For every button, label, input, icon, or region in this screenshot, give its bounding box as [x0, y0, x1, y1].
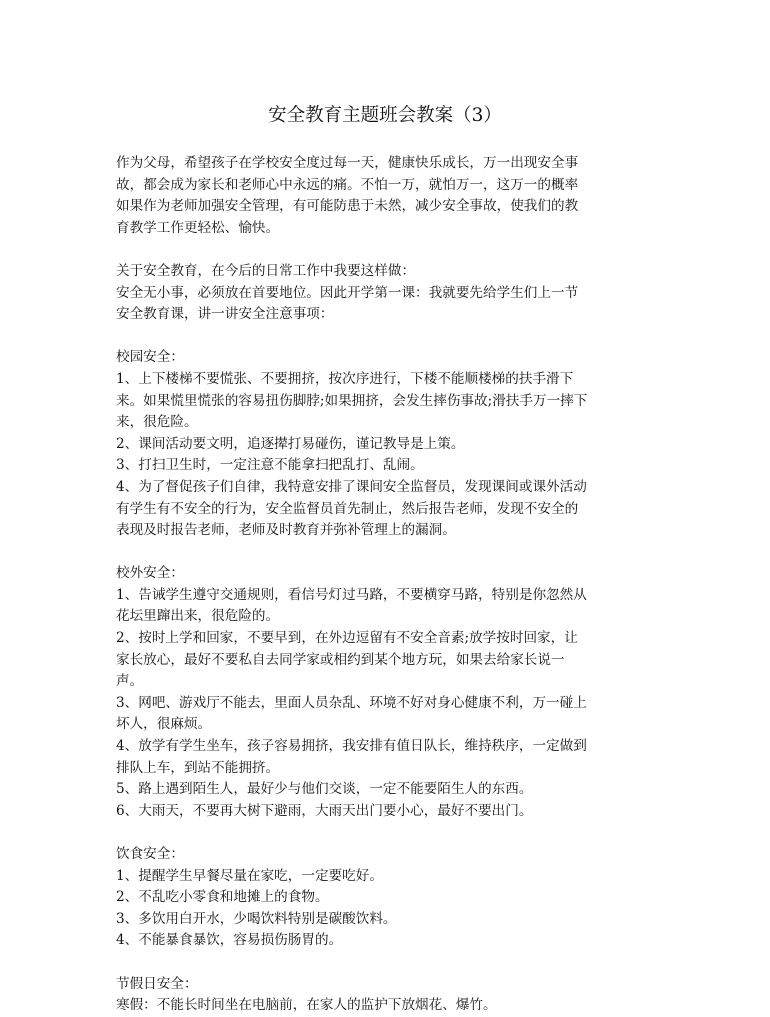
section-heading: 饮食安全： [116, 846, 184, 862]
list-item: 3、网吧、游戏厅不能去，里面人员杂乱、环境不好对身心健康不利，万一碰上 坏人，很麻烦。 [116, 694, 587, 733]
list-item: 6、大雨天，不要再大树下避雨，大雨天出门要小心，最好不要出门。 [116, 802, 533, 819]
section-heading: 校外安全： [116, 565, 184, 582]
list-item: 1、提醒学生早餐尽量在家吃，一定要吃好。 [116, 867, 383, 884]
paragraph-gap [116, 542, 656, 564]
document-body [116, 153, 656, 1017]
section-heading: 节假日安全： [116, 975, 198, 992]
list-item: 2、课间活动要文明，追逐撵打易碰伤，谨记教导是上策。 [116, 435, 465, 452]
document-title: 安全教育主题班会教案（3） [268, 105, 502, 126]
paragraph-gap [116, 326, 656, 348]
list-item: 4、不能暴食暴饮，容易损伤肠胃的。 [116, 932, 343, 949]
paragraph-gap [116, 239, 656, 261]
list-item: 4、为了督促孩子们自律，我特意安排了课间安全监督员，发现课间或课外活动 有学生有不安全的行为，安全监督员首先制止，然后报告老师，发现不安全的 表现及时报告老师，老师及时教育并弥补管理上的漏洞。 [116, 478, 587, 539]
section-heading: 校园安全： [116, 349, 184, 366]
section-off-campus-safety [116, 563, 656, 822]
list-item: 寒假：不能长时间坐在电脑前，在家人的监护下放烟花、爆竹。 [116, 997, 497, 1014]
paragraph-gap [116, 822, 656, 844]
plan-paragraph: 安全无小事，必须放在首要地位。因此开学第一课：我就要先给学生们上一节 安全教育课，讲一讲安全注意事项： [116, 284, 579, 323]
list-item: 5、路上遇到陌生人，最好少与他们交谈，一定不能要陌生人的东西。 [116, 781, 533, 798]
paragraph-gap [116, 952, 656, 974]
list-item: 3、多饮用白开水，少喝饮料特别是碳酸饮料。 [116, 910, 397, 927]
list-item: 4、放学有学生坐车，孩子容易拥挤，我安排有值日队长，维持秩序，一定做到 排队上车，到站不能拥挤。 [116, 738, 587, 776]
list-item: 2、按时上学和回家，不要早到，在外边逗留有不安全音素;放学按时回家，让 家长放心，最好不要私自去同学家或相约到某个地方玩，如果去给家长说一 声。 [116, 630, 578, 690]
plan-intro-line: 关于安全教育，在今后的日常工作中我要这样做： [116, 262, 416, 279]
list-item: 3、打扫卫生时，一定注意不能拿扫把乱打、乱闹。 [116, 457, 424, 474]
intro-paragraph: 作为父母，希望孩子在学校安全度过每一天，健康快乐成长，万一出现安全事 故，都会成为家长和老师心中永远的痛。不怕一万，就怕万一，这万一的概率 如果作为老师加强安全管理，有可能防患于未然，减少安全事故，使我们的教 育教学工作更轻松、愉快。 [116, 155, 579, 236]
list-item: 1、上下楼梯不要慌张、不要拥挤，按次序进行，下楼不能顺楼梯的扶手滑下 来。如果慌里慌张的容易扭伤脚脖;如果拥挤，会发生摔伤事故;滑扶手万一摔下 来，很危险。 [116, 370, 588, 431]
section-campus-safety [116, 347, 656, 541]
section-food-safety [116, 844, 656, 952]
list-item: 2、不乱吃小零食和地摊上的食物。 [116, 889, 329, 906]
section-holiday-safety [116, 974, 656, 1017]
list-item: 1、告诫学生遵守交通规则，看信号灯过马路，不要横穿马路，特别是你忽然从 花坛里蹿出来，很危险的。 [116, 586, 587, 625]
